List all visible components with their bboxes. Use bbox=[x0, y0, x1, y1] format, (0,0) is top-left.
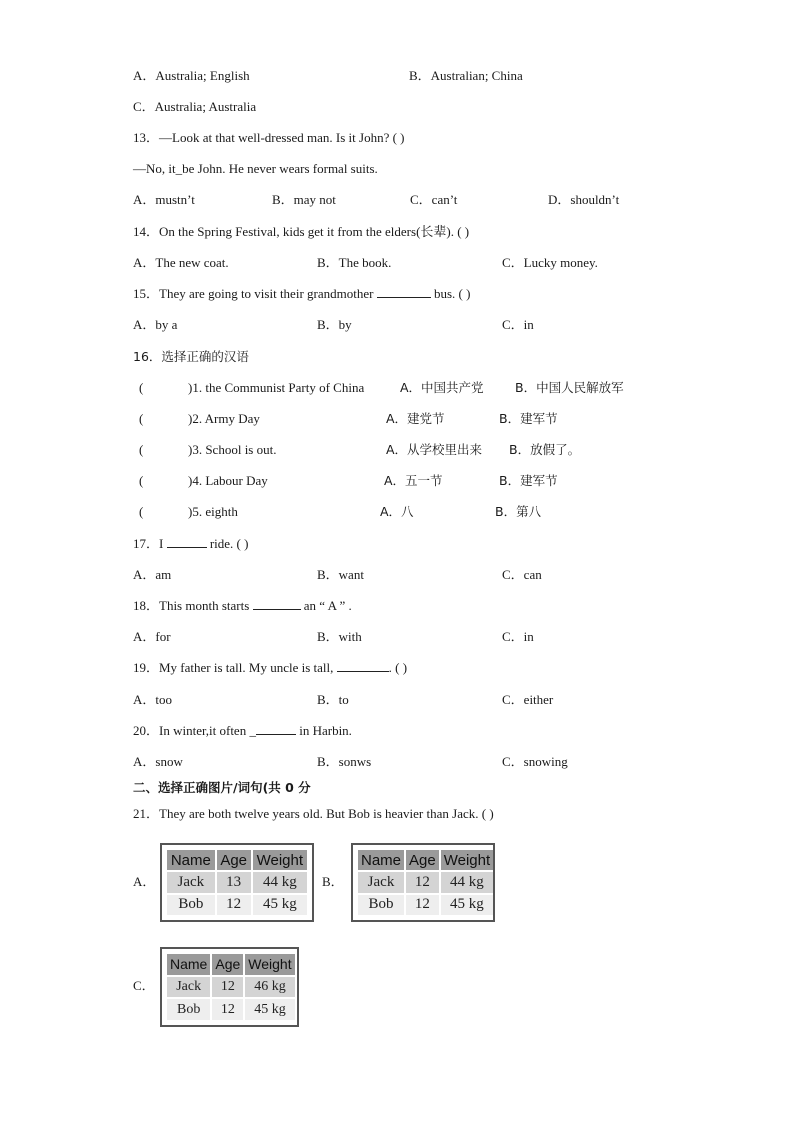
table-row bbox=[167, 999, 295, 1020]
table-cell: 44 kg bbox=[441, 872, 493, 892]
q17-blank[interactable] bbox=[167, 536, 207, 548]
q16-item5-text: )5. eighth bbox=[188, 504, 238, 519]
q21-question: 21．They are both twelve years old. But Bob is heavier than Jack. ( ) bbox=[133, 806, 494, 821]
table-header-cell: Name bbox=[167, 850, 215, 870]
q21-option-c-label[interactable]: C． bbox=[133, 978, 155, 993]
table-cell: 12 bbox=[406, 895, 439, 915]
q16-item2-paren[interactable]: ( bbox=[139, 411, 144, 426]
table-cell: Jack bbox=[358, 872, 404, 892]
q17-question bbox=[133, 536, 248, 552]
section2-title: 二、选择正确图片/词句(共 0 分 bbox=[133, 780, 311, 795]
table-cell: Jack bbox=[167, 872, 215, 892]
q19-question bbox=[133, 660, 407, 676]
q17-question-tail: ride. ( ) bbox=[209, 536, 249, 551]
q19-option-a[interactable]: A．too bbox=[133, 692, 173, 707]
q20-option-a[interactable]: A．snow bbox=[133, 754, 183, 769]
q19-question-tail: . ( ) bbox=[388, 660, 408, 675]
q19-option-b[interactable]: B．to bbox=[317, 692, 349, 707]
q13-option-a[interactable]: A．mustn’t bbox=[133, 192, 195, 207]
table-header-row bbox=[358, 850, 493, 870]
table-cell: 12 bbox=[406, 872, 439, 892]
table-cell: 12 bbox=[217, 895, 251, 915]
q19-option-c[interactable]: C．either bbox=[502, 692, 554, 707]
q19-blank[interactable] bbox=[337, 660, 389, 672]
q16-item2-option-b[interactable]: B．建军节 bbox=[499, 411, 558, 426]
q14-option-a[interactable]: A．The new coat. bbox=[133, 255, 229, 270]
table-row bbox=[358, 895, 493, 915]
q16-item5-paren[interactable]: ( bbox=[139, 504, 144, 519]
q20-question bbox=[133, 723, 352, 739]
q19-question-text: 19．My father is tall. My uncle is tall, bbox=[133, 660, 334, 675]
table-cell: Bob bbox=[167, 999, 210, 1020]
q18-blank[interactable] bbox=[253, 598, 301, 610]
q16-item4-paren[interactable]: ( bbox=[139, 473, 144, 488]
table-header-cell: Weight bbox=[245, 954, 294, 975]
q18-question-text: 18．This month starts bbox=[133, 598, 250, 613]
table-header-cell: Age bbox=[217, 850, 251, 870]
table-row bbox=[167, 977, 295, 998]
q14-question: 14．On the Spring Festival, kids get it from the elders(长辈). ( ) bbox=[133, 224, 470, 239]
q16-item4-text: )4. Labour Day bbox=[188, 473, 268, 488]
q20-option-c[interactable]: C．snowing bbox=[502, 754, 568, 769]
q21-table-b[interactable] bbox=[351, 843, 495, 922]
table-row bbox=[167, 872, 307, 892]
q18-question bbox=[133, 598, 352, 614]
q12-option-b[interactable]: B．Australian; China bbox=[409, 68, 523, 83]
q21-table-a[interactable] bbox=[160, 843, 314, 922]
q16-title: 16．选择正确的汉语 bbox=[133, 349, 249, 364]
q16-item3-option-b[interactable]: B．放假了。 bbox=[509, 442, 581, 457]
q16-item1-option-a[interactable]: A．中国共产党 bbox=[400, 380, 484, 395]
q18-option-b[interactable]: B．with bbox=[317, 629, 362, 644]
q16-item3-text: )3. School is out. bbox=[188, 442, 277, 457]
q12-option-c[interactable]: C．Australia; Australia bbox=[133, 99, 257, 114]
table-header-cell: Weight bbox=[253, 850, 307, 870]
q16-item5-option-a[interactable]: A．八 bbox=[380, 504, 414, 519]
q17-question-text: 17．I bbox=[133, 536, 164, 551]
q18-option-a[interactable]: A．for bbox=[133, 629, 171, 644]
table-cell: 45 kg bbox=[245, 999, 294, 1020]
q21-option-b-label[interactable]: B． bbox=[322, 874, 344, 889]
q16-item1-paren[interactable]: ( bbox=[139, 380, 144, 395]
q15-option-b[interactable]: B．by bbox=[317, 317, 352, 332]
q18-option-c[interactable]: C．in bbox=[502, 629, 534, 644]
q16-item4-option-a[interactable]: A．五一节 bbox=[384, 473, 443, 488]
q16-item3-paren[interactable]: ( bbox=[139, 442, 144, 457]
q15-blank[interactable] bbox=[377, 286, 431, 298]
table-cell: Bob bbox=[358, 895, 404, 915]
table-cell: 44 kg bbox=[253, 872, 307, 892]
q16-item3-option-a[interactable]: A．从学校里出来 bbox=[386, 442, 483, 457]
q16-item4-option-b[interactable]: B．建军节 bbox=[499, 473, 558, 488]
q13-option-c[interactable]: C．can’t bbox=[410, 192, 458, 207]
table-row bbox=[358, 872, 493, 892]
table-cell: 12 bbox=[212, 977, 243, 998]
q16-item5-option-b[interactable]: B．第八 bbox=[495, 504, 542, 519]
q12-option-a[interactable]: A．Australia; English bbox=[133, 68, 250, 83]
q21-table-c[interactable] bbox=[160, 947, 299, 1027]
q15-option-c[interactable]: C．in bbox=[502, 317, 534, 332]
q21-option-a-label[interactable]: A． bbox=[133, 874, 156, 889]
table-cell: 13 bbox=[217, 872, 251, 892]
table-cell: Bob bbox=[167, 895, 215, 915]
q16-item2-text: )2. Army Day bbox=[188, 411, 260, 426]
table-header-cell: Name bbox=[167, 954, 210, 975]
table-cell: Jack bbox=[167, 977, 210, 998]
table-header-cell: Age bbox=[212, 954, 243, 975]
q13-option-b[interactable]: B．may not bbox=[272, 192, 336, 207]
q13-answer-line: —No, it_be John. He never wears formal suits. bbox=[133, 161, 378, 176]
table-cell: 46 kg bbox=[245, 977, 294, 998]
table-header-cell: Weight bbox=[441, 850, 493, 870]
q18-question-tail: an “ A ” . bbox=[303, 598, 352, 613]
q17-option-c[interactable]: C．can bbox=[502, 567, 542, 582]
table-cell: 45 kg bbox=[441, 895, 493, 915]
q20-blank[interactable] bbox=[256, 723, 296, 735]
table-cell: 12 bbox=[212, 999, 243, 1020]
q13-question: 13．—Look at that well-dressed man. Is it John? ( ) bbox=[133, 130, 405, 145]
q20-option-b[interactable]: B．sonws bbox=[317, 754, 372, 769]
q17-option-a[interactable]: A．am bbox=[133, 567, 172, 582]
q17-option-b[interactable]: B．want bbox=[317, 567, 364, 582]
table-header-row bbox=[167, 954, 295, 975]
q15-option-a[interactable]: A．by a bbox=[133, 317, 178, 332]
q15-question-text: 15．They are going to visit their grandmother bbox=[133, 286, 374, 301]
table-header-cell: Age bbox=[406, 850, 439, 870]
q16-item1-option-b[interactable]: B．中国人民解放军 bbox=[515, 380, 624, 395]
q20-question-text: 20．In winter,it often _ bbox=[133, 723, 256, 738]
table-header-cell: Name bbox=[358, 850, 404, 870]
q20-question-tail: in Harbin. bbox=[295, 723, 352, 738]
table-header-row bbox=[167, 850, 307, 870]
q15-question bbox=[133, 286, 470, 302]
table-cell: 45 kg bbox=[253, 895, 307, 915]
q14-option-c[interactable]: C．Lucky money. bbox=[502, 255, 598, 270]
q15-question-tail: bus. ( ) bbox=[433, 286, 471, 301]
table-row bbox=[167, 895, 307, 915]
q16-item1-text: )1. the Communist Party of China bbox=[188, 380, 365, 395]
q16-item2-option-a[interactable]: A．建党节 bbox=[386, 411, 445, 426]
q14-option-b[interactable]: B．The book. bbox=[317, 255, 392, 270]
q13-option-d[interactable]: D．shouldn’t bbox=[548, 192, 620, 207]
